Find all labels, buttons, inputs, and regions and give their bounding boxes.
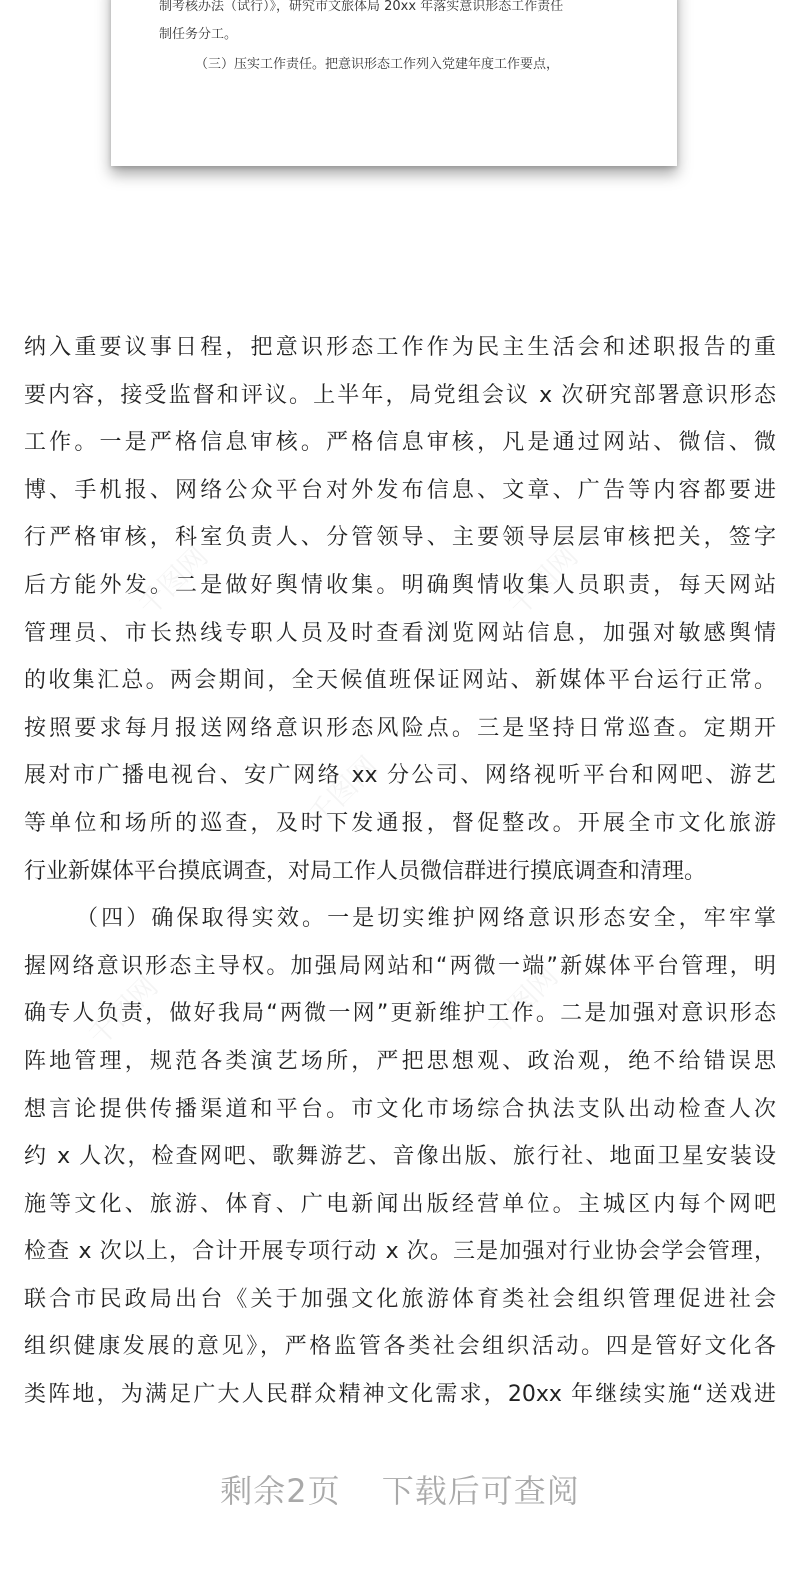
text-line: 等单位和场所的巡查，及时下发通报，督促整改。开展全市文化旅游 [24,810,776,836]
text-line: 握网络意识形态主导权。加强局网站和“两微一端”新媒体平台管理，明 [24,953,776,979]
text-line: 阵地管理，规范各类演艺场所，严把思想观、政治观，绝不给错误思 [24,1048,776,1074]
text-line: 工作。一是严格信息审核。严格信息审核，凡是通过网站、微信、微 [24,430,776,456]
text-line: 组织健康发展的意见》，严格监管各类社会组织活动。四是管好文化各 [24,1334,776,1360]
text-line: 确专人负责，做好我局“两微一网”更新维护工作。二是加强对意识形态 [24,1001,776,1027]
text-line: 行严格审核，科室负责人、分管领导、主要领导层层审核把关，签字 [24,525,776,551]
download-prompt[interactable] [0,1466,800,1512]
preview-line: 制任务分工。 [159,27,238,42]
text-line: 联合市民政局出台《关于加强文化旅游体育类社会组织管理促进社会 [24,1286,776,1312]
text-line: 检查 x 次以上，合计开展专项行动 x 次。三是加强对行业协会学会管理， [24,1239,776,1265]
preview-line: 制考核办法（试行）》，研究市文旅体局 20xx 年落实意识形态工作责任 [159,0,564,14]
download-to-view-label: 下载后可查阅 [381,1472,580,1510]
document-body [24,324,776,1419]
preview-line: （三）压实工作责任。把意识形态工作列入党建年度工作要点， [195,57,560,72]
text-line: 施等文化、旅游、体育、广电新闻出版经营单位。主城区内每个网吧 [24,1191,776,1217]
text-line: （四）确保取得实效。一是切实维护网络意识形态安全，牢牢掌 [76,906,776,932]
text-line: 想言论提供传播渠道和平台。市文化市场综合执法支队出动检查人次 [24,1096,776,1122]
text-line: 后方能外发。二是做好舆情收集。明确舆情收集人员职责，每天网站 [24,572,776,598]
text-line: 展对市广播电视台、安广网络 xx 分公司、网络视听平台和网吧、游艺 [24,763,776,789]
text-line: 按照要求每月报送网络意识形态风险点。三是坚持日常巡查。定期开 [24,715,776,741]
text-line: 博、手机报、网络公众平台对外发布信息、文章、广告等内容都要进 [24,477,776,503]
text-line: 行业新媒体平台摸底调查，对局工作人员微信群进行摸底调查和清理。 [24,858,707,884]
text-line: 管理员、市长热线专职人员及时查看浏览网站信息，加强对敏感舆情 [24,620,776,646]
text-line: 的收集汇总。两会期间，全天候值班保证网站、新媒体平台运行正常。 [24,668,776,694]
remaining-pages-label: 剩余2页 [220,1472,341,1510]
text-line: 纳入重要议事日程，把意识形态工作作为民主生活会和述职报告的重 [24,335,776,360]
text-line: 类阵地，为满足广大人民群众精神文化需求，20xx 年继续实施“送戏进 [24,1382,776,1408]
preview-page-card [111,0,677,166]
text-line: 约 x 人次，检查网吧、歌舞游艺、音像出版、旅行社、地面卫星安装设 [24,1144,776,1170]
text-line: 要内容，接受监督和评议。上半年，局党组会议 x 次研究部署意识形态 [24,382,776,408]
